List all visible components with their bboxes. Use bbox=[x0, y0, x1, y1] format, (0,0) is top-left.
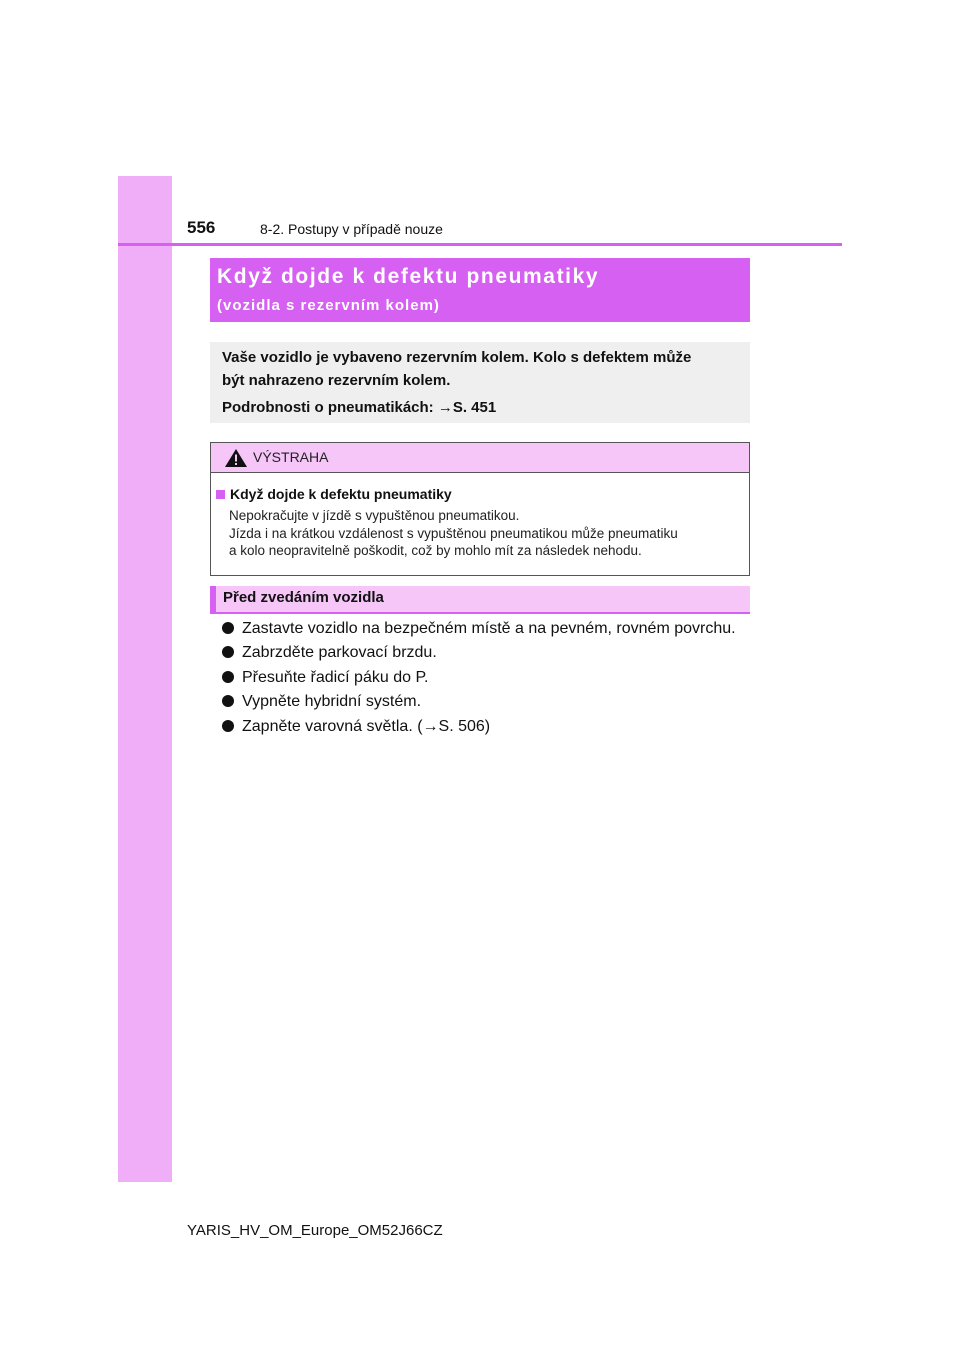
bullet-dot-icon bbox=[222, 720, 234, 732]
warning-line: Jízda i na krátkou vzdálenost s vypuštěnou pneumatikou může pneumatiku bbox=[229, 525, 678, 541]
bullet-dot-icon bbox=[222, 671, 234, 683]
subheading-bar bbox=[210, 586, 750, 614]
warning-triangle-icon bbox=[224, 448, 248, 468]
list-item: Vypněte hybridní systém. bbox=[222, 690, 736, 714]
page-number: 556 bbox=[187, 218, 216, 237]
footer-code: YARIS_HV_OM_Europe_OM52J66CZ bbox=[187, 1222, 443, 1239]
bullet-dot-icon bbox=[222, 622, 234, 634]
list-item: Přesuňte řadicí páku do P. bbox=[222, 666, 736, 690]
warning-header bbox=[211, 443, 749, 473]
subheading-accent bbox=[210, 586, 216, 612]
header-divider bbox=[118, 243, 842, 246]
page-title: Když dojde k defektu pneumatiky bbox=[217, 265, 600, 288]
warning-line: a kolo neopravitelně poškodit, což by mohlo mít za následek nehodu. bbox=[229, 543, 642, 558]
section-label: 8-2. Postupy v případě nouze bbox=[260, 221, 443, 237]
intro-line: Vaše vozidlo je vybaveno rezervním kolem. Kolo s defektem může bbox=[222, 349, 692, 366]
warning-line: Nepokračujte v jízdě s vypuštěnou pneumatikou. bbox=[229, 508, 520, 523]
bullet-dot-icon bbox=[222, 695, 234, 707]
intro-reference: Podrobnosti o pneumatikách: →S. 451 bbox=[222, 399, 497, 416]
intro-line: být nahrazeno rezervním kolem. bbox=[222, 372, 451, 389]
list-item: Zabrzděte parkovací brzdu. bbox=[222, 641, 736, 665]
warning-item-title-text: Když dojde k defektu pneumatiky bbox=[230, 486, 452, 502]
list-item: Zapněte varovná světla. (→S. 506) bbox=[222, 715, 736, 739]
warning-item-title bbox=[216, 486, 452, 502]
steps-list bbox=[222, 617, 736, 739]
square-bullet-icon bbox=[216, 490, 225, 499]
page-subtitle: (vozidla s rezervním kolem) bbox=[217, 297, 440, 314]
title-banner bbox=[210, 258, 750, 322]
list-item: Zastavte vozidlo na bezpečném místě a na pevném, rovném povrchu. bbox=[222, 617, 736, 641]
subheading-text: Před zvedáním vozidla bbox=[223, 589, 384, 606]
bullet-dot-icon bbox=[222, 646, 234, 658]
intro-box bbox=[210, 342, 750, 423]
warning-text bbox=[229, 507, 744, 560]
warning-title: VÝSTRAHA bbox=[253, 449, 329, 465]
side-tab-bar bbox=[118, 176, 172, 1182]
warning-box bbox=[210, 442, 750, 576]
